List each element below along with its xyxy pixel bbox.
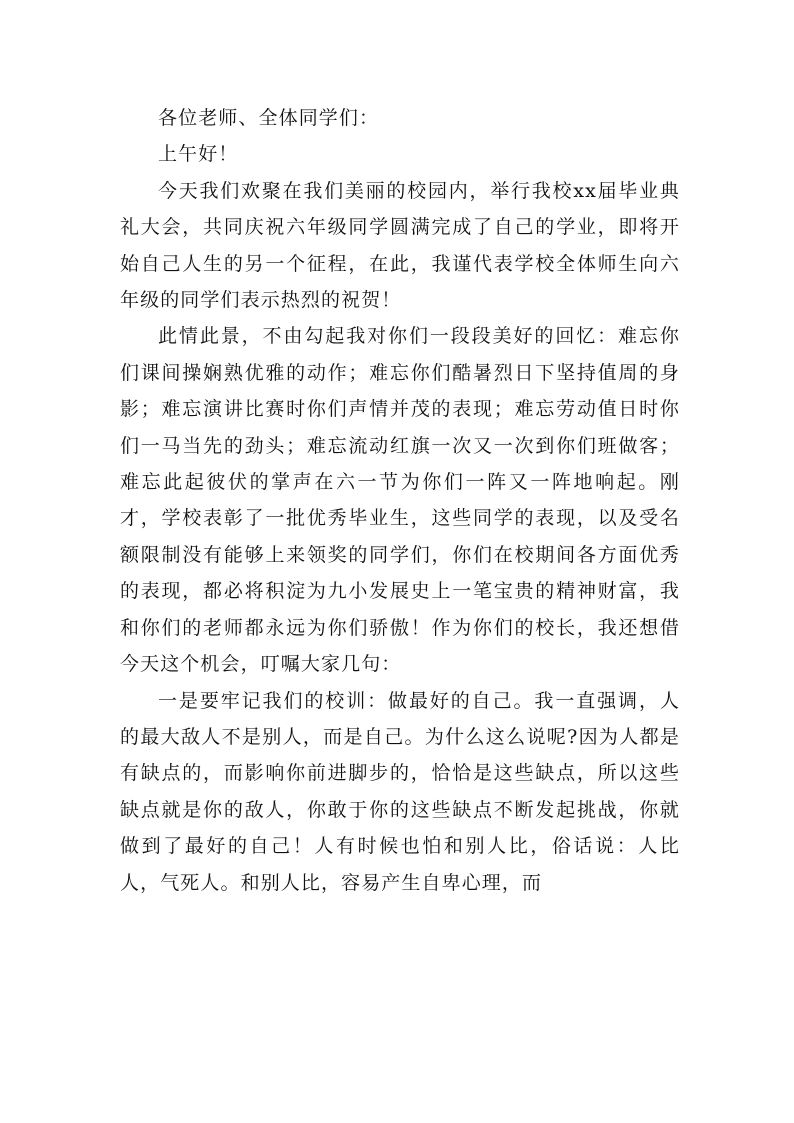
paragraph-memories: 此情此景，不由勾起我对你们一段段美好的回忆：难忘你们课间操娴熟优雅的动作；难忘你们酷暑烈日下坚持值周的身影；难忘演讲比赛时你们声情并茂的表现；难忘劳动值日时你们一马当先的劲头；难忘流动红旗一次又一次到你们班做客；难忘此起彼伏的掌声在六一节为你们一阵又一阵地响起。刚才，学校表彰了一批优秀毕业生，这些同学的表现，以及受名额限制没有能够上来领奖的同学们，你们在校期间各方面优秀的表现，都必将积淀为九小发展史上一笔宝贵的精神财富，我和你们的老师都永远为你们骄傲！作为你们的校长，我还想借今天这个机会，叮嘱大家几句： [120, 325, 680, 676]
paragraph-school-motto: 一是要牢记我们的校训：做最好的自己。我一直强调，人的最大敌人不是别人，而是自己。为什么这么说呢?因为人都是有缺点的，而影响你前进脚步的，恰恰是这些缺点，所以这些缺点就是你的敌人，你敢于你的这些缺点不断发起挑战，你就做到了最好的自己！人有时候也怕和别人比，俗话说：人比人，气死人。和别人比，容易产生自卑心理，而 [120, 689, 680, 894]
speech-body [120, 100, 680, 901]
salutation: 各位老师、全体同学们： [158, 107, 380, 129]
greeting: 上午好！ [158, 143, 239, 166]
paragraph-congratulations: 今天我们欢聚在我们美丽的校园内，举行我校xx届毕业典礼大会，共同庆祝六年级同学圆满完成了自己的学业，即将开始自己人生的另一个征程，在此，我谨代表学校全体师生向六年级的同学们表示热烈的祝贺！ [120, 179, 680, 312]
